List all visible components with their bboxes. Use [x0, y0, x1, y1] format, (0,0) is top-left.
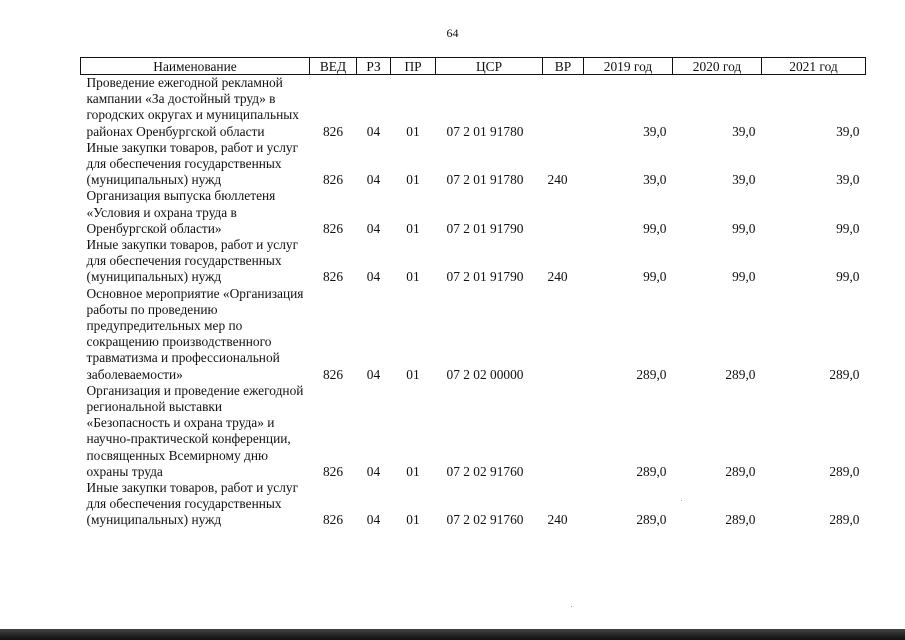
header-2020: 2020 год — [673, 58, 762, 75]
row-name: Иные закупки товаров, работ и услуг для обеспечения государственных (муниципальных) нужд — [86, 139, 299, 188]
row-ved: 826 — [322, 269, 344, 285]
table-row — [81, 75, 866, 140]
row-csr: 07 2 02 91760 — [446, 512, 524, 528]
row-csr: 07 2 02 91760 — [446, 463, 524, 479]
row-csr: 07 2 02 00000 — [446, 366, 524, 382]
header-name: Наименование — [81, 58, 310, 75]
header-csr: ЦСР — [436, 58, 543, 75]
row-rz: 04 — [366, 463, 381, 479]
row-2019: 39,0 — [643, 172, 667, 188]
header-pr: ПР — [391, 58, 436, 75]
header-2021: 2021 год — [762, 58, 866, 75]
row-ved: 826 — [322, 463, 344, 479]
row-2021: 289,0 — [829, 463, 860, 479]
header-2019: 2019 год — [584, 58, 673, 75]
row-csr: 07 2 01 91780 — [446, 172, 524, 188]
row-csr: 07 2 01 91790 — [446, 269, 524, 285]
row-2021: 289,0 — [829, 512, 860, 528]
row-ved: 826 — [322, 366, 344, 382]
row-2020: 289,0 — [725, 463, 756, 479]
row-name: Иные закупки товаров, работ и услуг для обеспечения государственных (муниципальных) нужд — [86, 480, 299, 528]
table-row — [81, 480, 866, 529]
row-ved: 826 — [322, 123, 344, 139]
row-pr: 01 — [406, 220, 420, 236]
row-2021: 99,0 — [836, 220, 860, 236]
table-row — [81, 188, 866, 237]
row-name: Проведение ежегодной рекламной кампании «За достойный труд» в городских округах и муниципальных районах Оренбургской области — [86, 75, 299, 139]
scan-speck — [681, 500, 682, 501]
row-rz: 04 — [366, 512, 381, 528]
row-csr: 07 2 01 91790 — [446, 220, 524, 236]
table-row — [81, 286, 866, 383]
row-vr: 240 — [547, 269, 568, 285]
row-2021: 99,0 — [836, 269, 860, 285]
row-rz: 04 — [366, 366, 381, 382]
row-ved: 826 — [322, 172, 344, 188]
row-rz: 04 — [366, 269, 381, 285]
header-rz: РЗ — [357, 58, 391, 75]
row-2019: 99,0 — [643, 220, 667, 236]
row-2020: 289,0 — [725, 366, 756, 382]
table-row — [81, 383, 866, 480]
row-csr: 07 2 01 91780 — [446, 123, 524, 139]
row-ved: 826 — [322, 512, 344, 528]
row-2020: 99,0 — [732, 220, 756, 236]
row-rz: 04 — [366, 220, 381, 236]
row-name: Иные закупки товаров, работ и услуг для обеспечения государственных (муниципальных) нужд — [86, 237, 299, 285]
row-vr — [543, 383, 584, 480]
row-vr — [543, 286, 584, 383]
row-2019: 289,0 — [636, 512, 667, 528]
row-2019: 289,0 — [636, 463, 667, 479]
table-header-row — [81, 58, 866, 75]
row-rz: 04 — [366, 123, 381, 139]
scan-speck — [571, 606, 572, 607]
budget-table — [80, 57, 866, 529]
page-number: 64 — [446, 26, 459, 40]
row-pr: 01 — [406, 463, 420, 479]
header-vr: ВР — [543, 58, 584, 75]
table-row — [81, 237, 866, 286]
row-vr: 240 — [547, 512, 568, 528]
row-2020: 39,0 — [732, 172, 756, 188]
row-2021: 39,0 — [836, 172, 860, 188]
row-vr: 240 — [547, 172, 568, 188]
row-ved: 826 — [322, 220, 344, 236]
row-2019: 39,0 — [643, 123, 667, 139]
row-pr: 01 — [406, 366, 420, 382]
row-vr — [543, 188, 584, 237]
row-vr — [543, 75, 584, 140]
row-2020: 99,0 — [732, 269, 756, 285]
row-pr: 01 — [406, 269, 420, 285]
row-2019: 99,0 — [643, 269, 667, 285]
row-2020: 289,0 — [725, 512, 756, 528]
scan-bottom-edge — [0, 629, 905, 640]
row-2020: 39,0 — [732, 123, 756, 139]
row-rz: 04 — [366, 172, 381, 188]
row-pr: 01 — [406, 172, 420, 188]
row-name: Основное мероприятие «Организация работы по проведению предупредительных мер по сокращению производственного травматизма и профессиональной заболеваемости» — [86, 285, 304, 382]
row-name: Организация и проведение ежегодной региональной выставки «Безопасность и охрана труда» и научно-практической конференции, посвященных Всемирному дню охраны труда — [86, 382, 304, 479]
row-pr: 01 — [406, 512, 420, 528]
row-2021: 39,0 — [836, 123, 860, 139]
row-pr: 01 — [406, 123, 420, 139]
row-2019: 289,0 — [636, 366, 667, 382]
header-ved: ВЕД — [310, 58, 357, 75]
row-name: Организация выпуска бюллетеня «Условия и охрана труда в Оренбургской области» — [86, 188, 276, 236]
row-2021: 289,0 — [829, 366, 860, 382]
table-row — [81, 140, 866, 189]
